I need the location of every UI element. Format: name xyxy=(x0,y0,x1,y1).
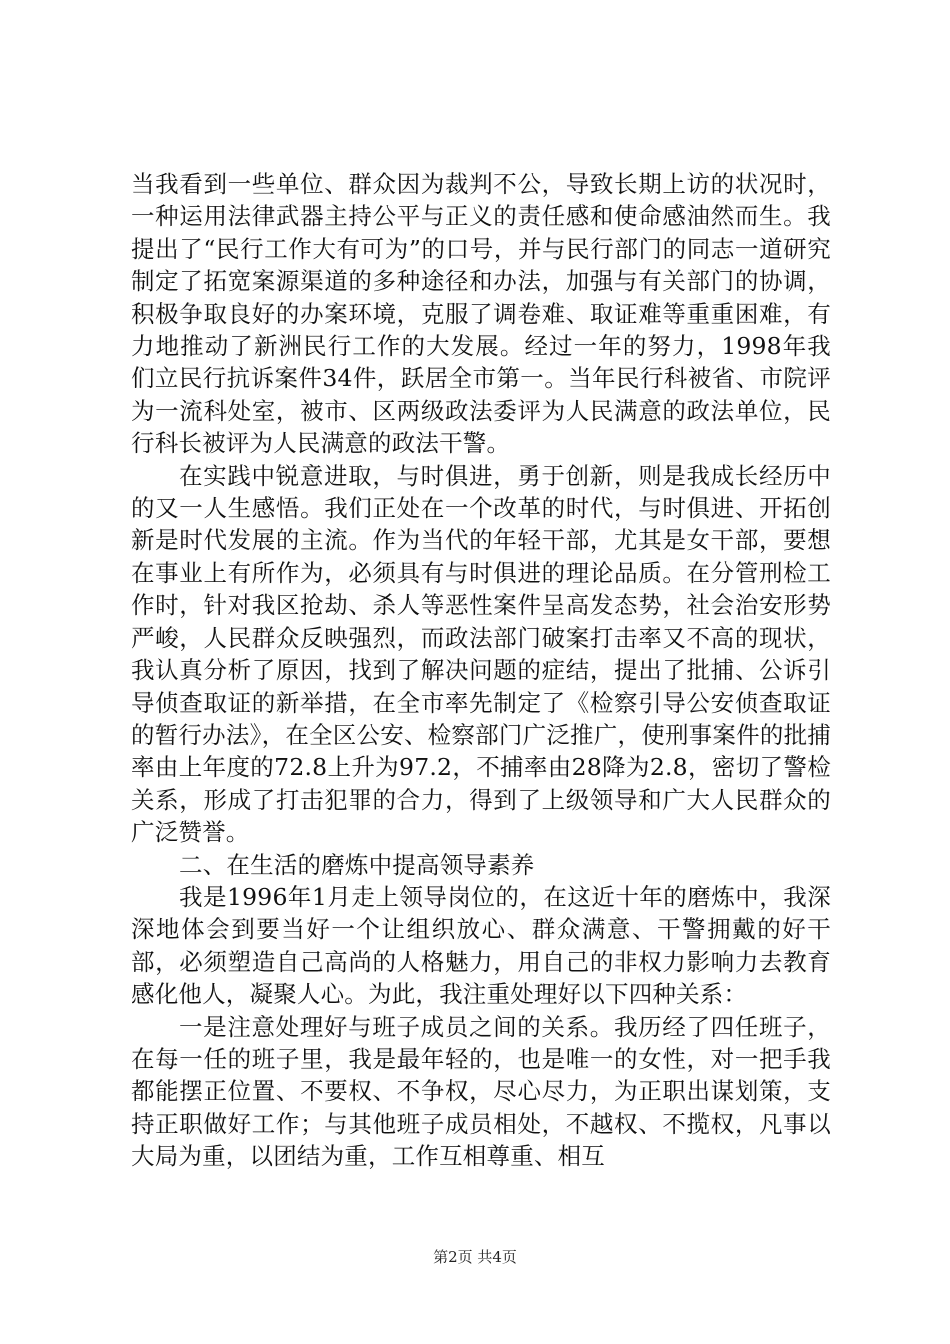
document-body xyxy=(131,168,831,1173)
section-heading: 二、在生活的磨炼中提高领导素养 xyxy=(179,850,535,879)
paragraph-4: 一是注意处理好与班子成员之间的关系。我历经了四任班子，在每一任的班子里，我是最年轻的，也是唯一的女性，对一把手我都能摆正位置、不要权、不争权，尽心尽力，为正职出谋划策，支持正职做好工作；与其他班子成员相处，不越权、不揽权，凡事以大局为重，以团结为重，工作互相尊重、相互 xyxy=(131,1012,831,1171)
page-footer: 第2页 共4页 xyxy=(433,1248,517,1266)
paragraph-3: 我是1996年1月走上领导岗位的，在这近十年的磨炼中，我深深地体会到要当好一个让组织放心、群众满意、干警拥戴的好干部，必须塑造自己高尚的人格魅力，用自己的非权力影响力去教育感化他人，凝聚人心。为此，我注重处理好以下四种关系： xyxy=(131,882,831,1009)
paragraph-1: 当我看到一些单位、群众因为裁判不公，导致长期上访的状况时，一种运用法律武器主持公平与正义的责任感和使命感油然而生。我提出了“民行工作大有可为”的口号，并与民行部门的同志一道研究制定了拓宽案源渠道的多种途径和办法，加强与有关部门的协调，积极争取良好的办案环境，克服了调卷难、取证难等重重困难，有力地推动了新洲民行工作的大发展。经过一年的努力，1998年我们立民行抗诉案件34件，跃居全市第一。当年民行科被省、市院评为一流科处室，被市、区两级政法委评为人民满意的政法单位，民行科长被评为人民满意的政法干警。 xyxy=(131,170,831,458)
paragraph-2: 在实践中锐意进取，与时俱进，勇于创新，则是我成长经历中的又一人生感悟。我们正处在一个改革的时代，与时俱进、开拓创新是时代发展的主流。作为当代的年轻干部，尤其是女干部，要想在事业上有所作为，必须具有与时俱进的理论品质。在分管刑检工作时，针对我区抢劫、杀人等恶性案件呈高发态势，社会治安形势严峻，人民群众反映强烈，而政法部门破案打击率又不高的现状，我认真分析了原因，找到了解决问题的症结，提出了批捕、公诉引导侦查取证的新举措，在全市率先制定了《检察引导公安侦查取证的暂行办法》，在全区公安、检察部门广泛推广，使刑事案件的批捕率由上年度的72.8上升为97.2，不捕率由28降为2.8，密切了警检关系，形成了打击犯罪的合力，得到了上级领导和广大人民群众的广泛赞誉。 xyxy=(131,461,831,847)
